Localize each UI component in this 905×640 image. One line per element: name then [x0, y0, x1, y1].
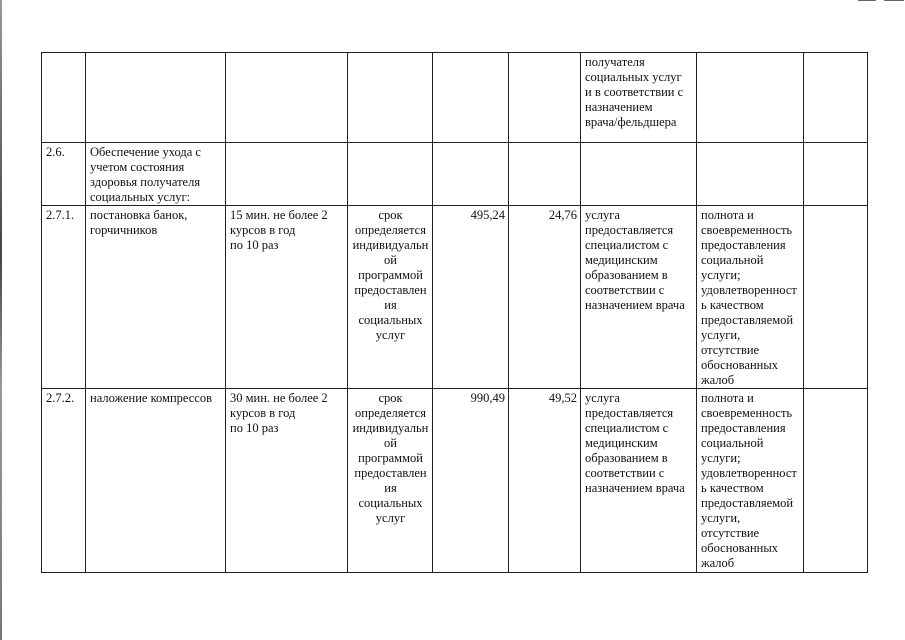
cell-text-line: получателя	[585, 55, 645, 69]
table-row	[42, 53, 868, 143]
cell-text-line: предоставляемой	[701, 496, 794, 510]
cell-text-line: социальных услуг	[585, 70, 682, 84]
cell-text-line: индивидуальн	[352, 238, 429, 252]
cell-text-line: наложение компрессов	[90, 391, 213, 405]
cell-text-line: индивидуальн	[352, 421, 429, 435]
service-volume-cell	[226, 389, 348, 573]
cell-text-line: жалоб	[701, 373, 735, 387]
cell-text-line: 30 мин. не более 2	[230, 391, 328, 405]
cell-text-line: медицинским	[585, 436, 658, 450]
cell-text-line: ь качеством	[701, 481, 764, 495]
cell-text-line: и в соответствии с	[585, 85, 684, 99]
cell-text-line: услуга	[585, 208, 620, 222]
cell-text-line: горчичников	[90, 223, 158, 237]
cell-text-line: удовлетворенност	[701, 466, 797, 480]
extra-cell	[804, 143, 868, 206]
cell-text-line: определяется	[355, 406, 426, 420]
cell-text-line: образованием в	[585, 451, 668, 465]
scan-corner-mark	[858, 0, 876, 1]
cell-text-line: медицинским	[585, 253, 658, 267]
cell-text-line: срок	[378, 391, 403, 405]
tariff-cell: 990,49	[433, 389, 509, 573]
scan-corner-mark	[884, 0, 904, 1]
cell-text-line: назначением	[585, 100, 653, 114]
extra-cell	[804, 53, 868, 143]
cell-text-line: Обеспечение ухода с	[90, 145, 201, 159]
cell-text-line: здоровья получателя	[90, 175, 201, 189]
fee-cell	[509, 53, 581, 143]
cell-text-line: срок	[378, 208, 403, 222]
cell-text-line: курсов в год	[230, 223, 296, 237]
scan-left-edge	[0, 0, 2, 640]
service-name-cell	[86, 143, 226, 206]
cell-text-line: своевременность	[701, 223, 793, 237]
table-row	[42, 143, 868, 206]
service-volume-cell	[226, 53, 348, 143]
cell-text-line: предоставления	[701, 238, 786, 252]
cell-text-line: социальных услуг:	[90, 190, 191, 204]
services-table	[41, 52, 868, 573]
cell-text-line: курсов в год	[230, 406, 296, 420]
tariff-cell: 495,24	[433, 206, 509, 389]
cell-text-line: социальной	[701, 253, 764, 267]
row-number-cell: 2.7.2.	[42, 389, 86, 573]
tariff-cell	[433, 53, 509, 143]
extra-cell	[804, 389, 868, 573]
cell-text-line: полнота и	[701, 391, 754, 405]
cell-text-line: соответствии с	[585, 283, 665, 297]
table-row	[42, 206, 868, 389]
quality-criteria-cell	[697, 53, 804, 143]
quality-criteria-cell	[697, 206, 804, 389]
service-name-cell	[86, 53, 226, 143]
cell-text-line: ой	[384, 253, 397, 267]
cell-text-line: 15 мин. не более 2	[230, 208, 328, 222]
cell-text-line: услуга	[585, 391, 620, 405]
fee-cell: 24,76	[509, 206, 581, 389]
cell-text-line: социальных	[358, 313, 423, 327]
cell-text-line: соответствии с	[585, 466, 665, 480]
row-number-cell	[42, 53, 86, 143]
cell-text-line: предоставляется	[585, 223, 674, 237]
cell-text-line: ия	[384, 298, 397, 312]
cell-text-line: предоставлен	[354, 466, 427, 480]
quality-criteria-cell	[697, 389, 804, 573]
service-term-cell	[348, 206, 433, 389]
service-volume-cell	[226, 206, 348, 389]
conditions-cell	[581, 53, 697, 143]
cell-text-line: назначением врача	[585, 298, 685, 312]
cell-text-line: полнота и	[701, 208, 754, 222]
cell-text-line: обоснованных	[701, 541, 778, 555]
cell-text-line: отсутствие	[701, 343, 760, 357]
cell-text-line: социальной	[701, 436, 764, 450]
service-volume-cell	[226, 143, 348, 206]
tariff-cell	[433, 143, 509, 206]
cell-text-line: обоснованных	[701, 358, 778, 372]
cell-text-line: жалоб	[701, 556, 735, 570]
cell-text-line: предоставляется	[585, 406, 674, 420]
service-term-cell	[348, 389, 433, 573]
row-number-cell: 2.6.	[42, 143, 86, 206]
row-number-cell: 2.7.1.	[42, 206, 86, 389]
cell-text-line: ия	[384, 481, 397, 495]
conditions-cell	[581, 206, 697, 389]
conditions-cell	[581, 143, 697, 206]
cell-text-line: предоставления	[701, 421, 786, 435]
service-name-cell	[86, 206, 226, 389]
cell-text-line: программой	[358, 451, 423, 465]
cell-text-line: предоставляемой	[701, 313, 794, 327]
cell-text-line: врача/фельдшера	[585, 115, 677, 129]
service-term-cell	[348, 143, 433, 206]
cell-text-line: социальных	[358, 496, 423, 510]
cell-text-line: назначением врача	[585, 481, 685, 495]
cell-text-line: услуг	[375, 511, 406, 525]
cell-text-line: предоставлен	[354, 283, 427, 297]
cell-text-line: услуг	[375, 328, 406, 342]
table-row	[42, 389, 868, 573]
cell-text-line: ой	[384, 436, 397, 450]
cell-text-line: услуги;	[701, 268, 741, 282]
fee-cell: 49,52	[509, 389, 581, 573]
cell-text-line: специалистом с	[585, 421, 669, 435]
fee-cell	[509, 143, 581, 206]
cell-text-line: ь качеством	[701, 298, 764, 312]
cell-text-line: постановка банок,	[90, 208, 188, 222]
cell-text-line: удовлетворенност	[701, 283, 797, 297]
cell-text-line: услуги;	[701, 451, 741, 465]
cell-text-line: по 10 раз	[230, 238, 279, 252]
service-name-cell	[86, 389, 226, 573]
cell-text-line: образованием в	[585, 268, 668, 282]
cell-text-line: определяется	[355, 223, 426, 237]
cell-text-line: услуги,	[701, 328, 741, 342]
cell-text-line: программой	[358, 268, 423, 282]
cell-text-line: по 10 раз	[230, 421, 279, 435]
cell-text-line: отсутствие	[701, 526, 760, 540]
cell-text-line: учетом состояния	[90, 160, 185, 174]
service-term-cell	[348, 53, 433, 143]
extra-cell	[804, 206, 868, 389]
quality-criteria-cell	[697, 143, 804, 206]
cell-text-line: услуги,	[701, 511, 741, 525]
conditions-cell	[581, 389, 697, 573]
cell-text-line: своевременность	[701, 406, 793, 420]
cell-text-line: специалистом с	[585, 238, 669, 252]
